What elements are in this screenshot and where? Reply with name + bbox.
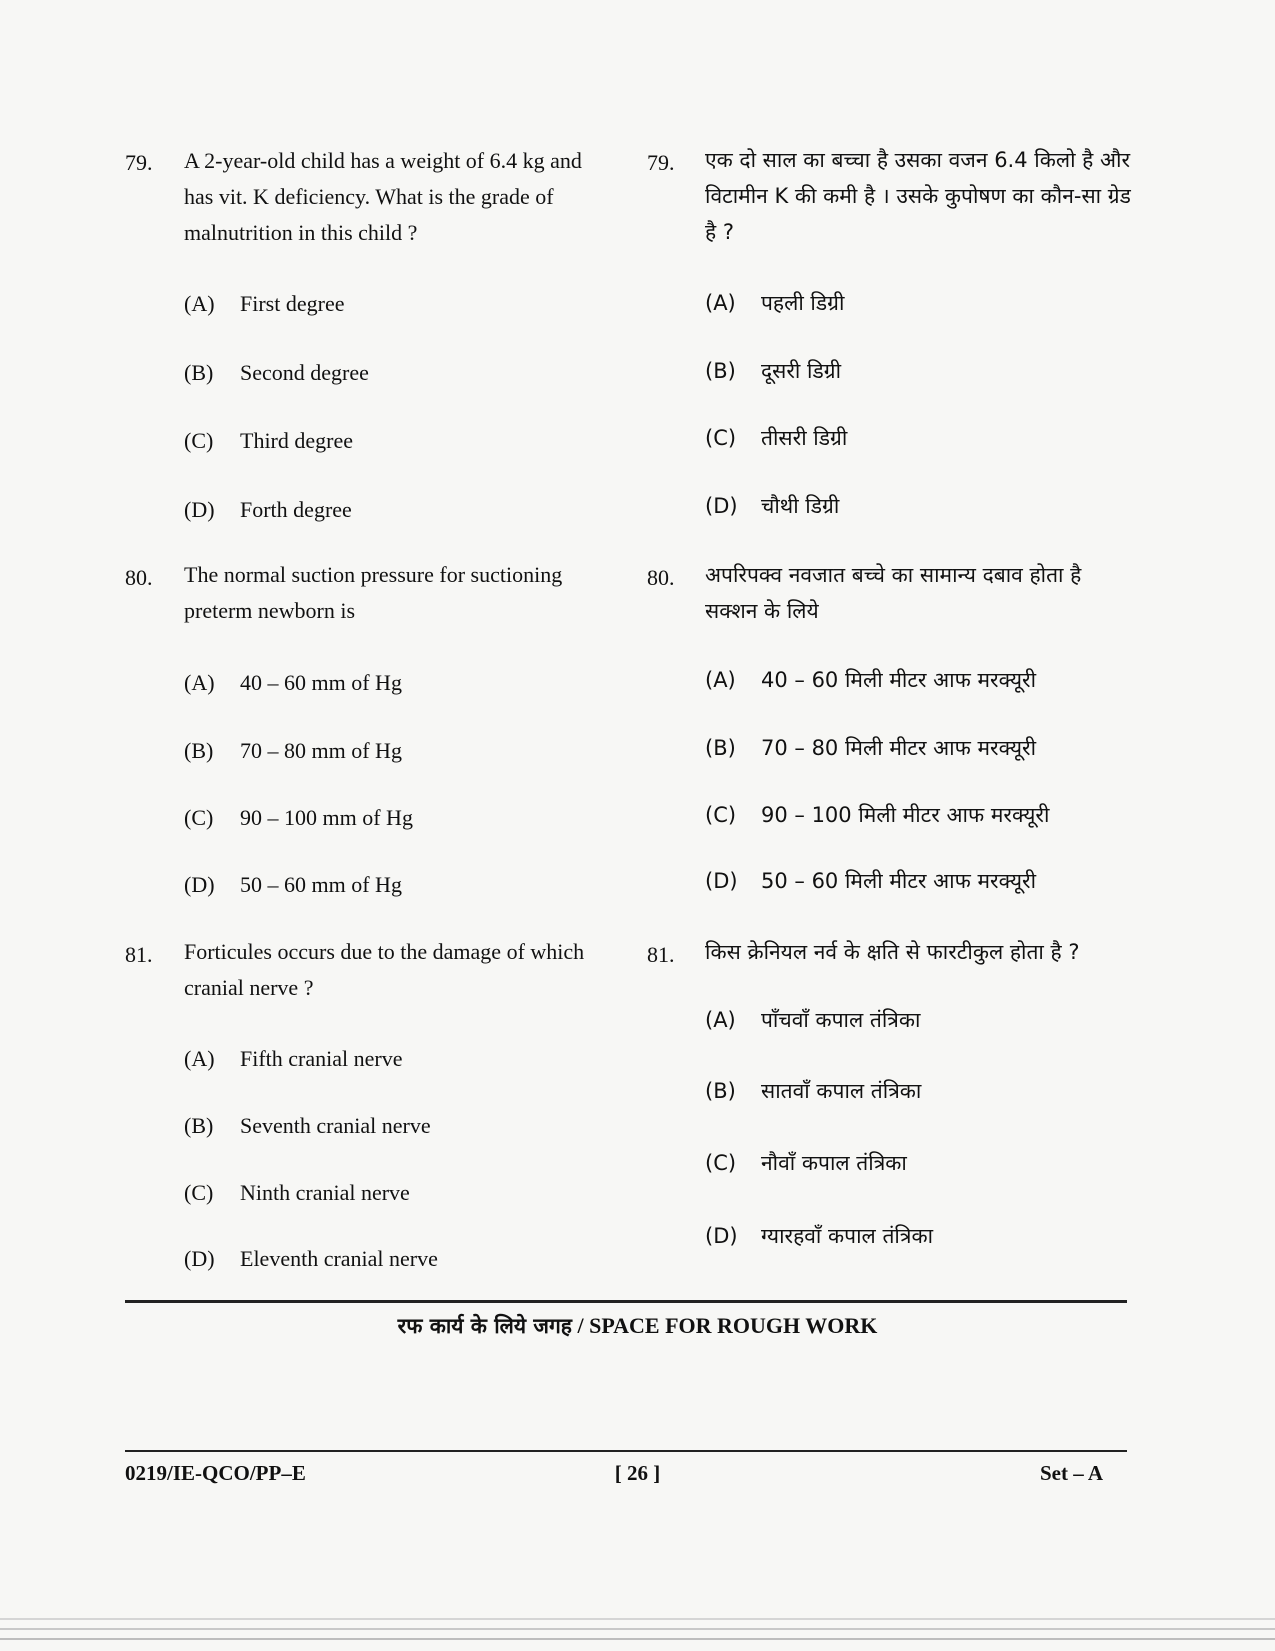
- option-text: Ninth cranial nerve: [240, 1180, 410, 1205]
- option-text: पाँचवाँ कपाल तंत्रिका: [761, 1008, 921, 1032]
- option-text: 40 – 60 mm of Hg: [240, 670, 402, 695]
- question-80-number-hi: 80.: [647, 565, 675, 590]
- option-label: (C): [705, 426, 737, 450]
- scan-edge-line: [0, 1618, 1275, 1620]
- option-text: 70 – 80 मिली मीटर आफ मरक्यूरी: [761, 736, 1037, 760]
- option-label: (B): [184, 738, 214, 763]
- q80-option-c-en[interactable]: [184, 805, 413, 831]
- q80-option-b-en[interactable]: [184, 738, 402, 764]
- option-label: (D): [184, 1246, 215, 1271]
- scan-edge-line: [0, 1628, 1275, 1630]
- question-80-text-en: The normal suction pressure for suctioning preterm newborn is: [184, 562, 563, 623]
- paper-code: 0219/IE-QCO/PP–E: [125, 1461, 306, 1485]
- option-text: Forth degree: [240, 497, 352, 522]
- q81-option-d-en[interactable]: [184, 1246, 438, 1272]
- option-label: (D): [705, 494, 738, 518]
- question-81-number: 81.: [125, 942, 153, 967]
- option-text: Fifth cranial nerve: [240, 1046, 403, 1071]
- option-label: (C): [705, 803, 737, 827]
- option-text: Eleventh cranial nerve: [240, 1246, 438, 1271]
- q79-option-d-hi[interactable]: [705, 492, 839, 520]
- option-text: तीसरी डिग्री: [761, 426, 848, 450]
- rough-work-label-hindi: रफ कार्य के लिये जगह: [397, 1314, 572, 1338]
- option-label: (A): [184, 291, 215, 316]
- question-81-number-hi: 81.: [647, 942, 675, 967]
- option-label: (A): [184, 670, 215, 695]
- set-label: Set – A: [1040, 1461, 1103, 1485]
- rough-work-label-english: SPACE FOR ROUGH WORK: [589, 1313, 878, 1338]
- q80-option-d-hi[interactable]: [705, 867, 1036, 895]
- option-label: (D): [184, 497, 215, 522]
- question-79-number-hi: 79.: [647, 150, 675, 175]
- q81-option-c-hi[interactable]: [705, 1149, 907, 1177]
- option-label: (B): [184, 1113, 214, 1138]
- q80-option-c-hi[interactable]: [705, 801, 1049, 829]
- option-label: (A): [705, 1008, 736, 1032]
- footer-rule: [125, 1450, 1127, 1452]
- option-label: (A): [705, 668, 736, 692]
- option-label: (C): [184, 805, 214, 830]
- q81-option-a-en[interactable]: [184, 1046, 403, 1072]
- option-text: Third degree: [240, 428, 353, 453]
- q80-option-b-hi[interactable]: [705, 734, 1036, 762]
- option-label: (B): [184, 360, 214, 385]
- question-79-number: 79.: [125, 150, 153, 175]
- option-text: 50 – 60 mm of Hg: [240, 872, 402, 897]
- option-text: नौवाँ कपाल तंत्रिका: [761, 1151, 907, 1175]
- option-label: (C): [705, 1151, 737, 1175]
- scan-edge-line: [0, 1638, 1275, 1640]
- q81-option-b-en[interactable]: [184, 1113, 431, 1139]
- q80-option-a-en[interactable]: [184, 670, 402, 696]
- option-text: First degree: [240, 291, 345, 316]
- option-text: 90 – 100 मिली मीटर आफ मरक्यूरी: [761, 803, 1050, 827]
- option-label: (B): [705, 1079, 736, 1103]
- q81-option-b-hi[interactable]: [705, 1077, 921, 1105]
- option-text: Seventh cranial nerve: [240, 1113, 431, 1138]
- q79-option-a-hi[interactable]: [705, 289, 844, 317]
- q81-option-a-hi[interactable]: [705, 1006, 920, 1034]
- q79-option-d-en[interactable]: [184, 497, 352, 523]
- question-79-text-en: A 2-year-old child has a weight of 6.4 kg and has vit. K deficiency. What is the grade of malnutrition in this child ?: [184, 148, 582, 245]
- option-label: (B): [705, 736, 736, 760]
- q81-option-d-hi[interactable]: [705, 1222, 933, 1250]
- q80-option-d-en[interactable]: [184, 872, 402, 898]
- option-text: Second degree: [240, 360, 369, 385]
- option-label: (D): [705, 1224, 738, 1248]
- option-text: 90 – 100 mm of Hg: [240, 805, 413, 830]
- option-text: पहली डिग्री: [761, 291, 845, 315]
- q79-option-b-en[interactable]: [184, 360, 369, 386]
- option-text: चौथी डिग्री: [761, 494, 840, 518]
- q81-option-c-en[interactable]: [184, 1180, 410, 1206]
- option-text: ग्यारहवाँ कपाल तंत्रिका: [761, 1224, 934, 1248]
- option-label: (A): [705, 291, 736, 315]
- rough-work-top-rule: [125, 1300, 1127, 1303]
- option-label: (D): [184, 872, 215, 897]
- option-text: 70 – 80 mm of Hg: [240, 738, 402, 763]
- page-number: [ 26 ]: [614, 1461, 661, 1485]
- q79-option-a-en[interactable]: [184, 291, 344, 317]
- option-label: (D): [705, 869, 738, 893]
- question-79-text-hi: एक दो साल का बच्चा है उसका वजन 6.4 किलो है और विटामीन K की कमी है । उसके कुपोषण का कौन-सा ग्रेड है ?: [705, 148, 1131, 244]
- question-80-number: 80.: [125, 565, 153, 590]
- option-label: (B): [705, 359, 736, 383]
- question-81-text-en: Forticules occurs due to the damage of which cranial nerve ?: [184, 939, 585, 1000]
- q79-option-b-hi[interactable]: [705, 357, 841, 385]
- rough-work-separator: /: [571, 1313, 590, 1338]
- rough-work-label: [0, 1312, 1275, 1340]
- option-label: (C): [184, 428, 214, 453]
- q79-option-c-hi[interactable]: [705, 424, 847, 452]
- option-label: (C): [184, 1180, 214, 1205]
- option-text: 40 – 60 मिली मीटर आफ मरक्यूरी: [761, 668, 1037, 692]
- option-text: सातवाँ कपाल तंत्रिका: [761, 1079, 922, 1103]
- question-81-text-hi: किस क्रेनियल नर्व के क्षति से फारटीकुल होता है ?: [705, 940, 1080, 964]
- q79-option-c-en[interactable]: [184, 428, 353, 454]
- option-text: 50 – 60 मिली मीटर आफ मरक्यूरी: [761, 869, 1037, 893]
- option-text: दूसरी डिग्री: [761, 359, 842, 383]
- option-label: (A): [184, 1046, 215, 1071]
- question-80-text-hi: अपरिपक्व नवजात बच्चे का सामान्य दबाव होता है सक्शन के लिये: [705, 563, 1082, 623]
- q80-option-a-hi[interactable]: [705, 666, 1036, 694]
